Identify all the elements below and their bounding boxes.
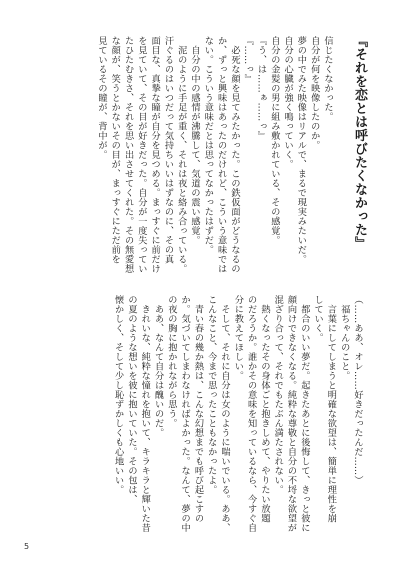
text-line: たひたむきさ、それを思い出させてくれた。その無愛想 [122,36,134,274]
text-line: 自分の心臓が強く鳴っていく。 [282,36,294,169]
text-line: か。気づいてしまわなければよかった。なんて、夢の中 [179,295,191,533]
text-line: こんなこと、今まで思ったこともなかったよ。 [205,295,217,495]
text-line: 混ざり合って、それでもたぶん満たされない。 [272,295,284,495]
text-line: 都合のいい夢だ。起きたあとに後悔して、きっと彼に [298,295,310,533]
text-line: （……ああ、オレ……好きだったんだ……） [352,295,363,485]
text-line: 面目な、真摯な瞳が自分を見つめる。まっすぐに前だけ [149,36,161,274]
text-line: 熱くなったその身体ごと抱きしめて、やりたい放題 [258,295,270,523]
text-line: 泥のように手足が重く、それは夜と絡み合っている。 [175,36,187,274]
text-line: そして、それに自分は女のように喘いでいる。ああ、 [219,295,231,533]
lower-text-block [111,295,364,541]
text-line: していく。 [312,295,324,343]
page-number: 5 [24,542,30,551]
text-line: のだろうか。誰かその意味を知っているなら、今すぐ自 [245,295,257,533]
text-line: 自分の中の感情が沸騰して、気道の震い感覚。 [189,36,201,245]
text-line: か、ずっと興味はあったのだけれど、こういう意味では [215,36,227,274]
text-line: 青い春の幾か熱は、こんな幻想までも呼び起こすの [192,295,204,523]
text-line: 顔向けできなくなる。純粋な尊敬と自分の不埒な欲望が [285,295,297,533]
text-line: な顔が、笑うとかないその目が、まっすぐにただ前を [109,36,121,264]
text-line: 『う、は……ぁ……っ』 [255,36,267,141]
text-line: 汗ぐるのはいつだって気持ちいいはずなのに、その真 [162,36,174,264]
upper-text-block [95,36,334,278]
text-line: 必死な顔を見てみたかった。この鉄仮面がどうなるの [228,36,240,274]
text-line: の夜の胸に抱かれながら思う。 [165,295,177,428]
text-line: ああ、なんて自分は醜いのだ。 [152,295,164,438]
text-line: 見ているその瞳が、背中が。 [95,36,107,160]
text-line: 懐かしく、そして少し恥ずかしくも心地いい。 [112,295,124,495]
chapter-title: 『それを恋とは呼びたくなかった』 [352,34,367,250]
text-line: 福ちゃんのこと。 [338,295,350,381]
text-line: 分に教えてほしい。 [232,295,244,381]
text-line: ない。こういう意味だとは思ってなかったはずだ。 [202,36,214,255]
text-line: きれいな、純粋な憧れを抱いて、キラキラと輝いた昔 [139,295,151,533]
text-line: を見ていて、その目が好きだった。自分が一度失ってい [135,36,147,274]
text-line: 『……っ』 [242,36,254,84]
text-line: 言葉にしてしまうと明確な欲望は、簡単に理性を崩 [325,295,337,523]
text-line: の夏のような想いを彼に抱いていた。その包は、 [125,295,137,504]
text-line: 夢の中でみた映像はリアルで、まるで現実みたいだ。 [295,36,307,264]
text-line: 自分の金髪の男に組み敷かれている、その感覚。 [268,36,280,245]
text-line: 信じたくなかった。 [322,36,333,122]
text-line: 自分が何を映像したのか。 [308,36,320,150]
